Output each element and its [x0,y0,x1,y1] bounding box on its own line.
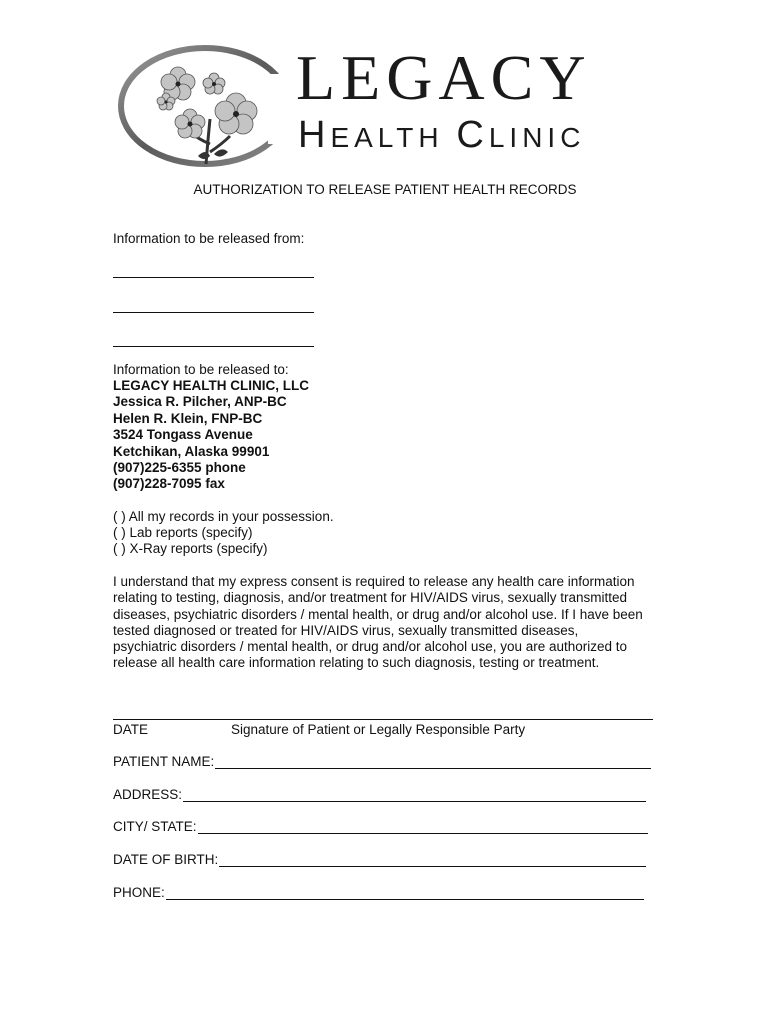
option-all-records[interactable]: ( ) All my records in your possession. [113,509,334,524]
recipient-city: Ketchikan, Alaska 99901 [113,444,270,459]
option-xray-reports[interactable]: ( ) X-Ray reports (specify) [113,541,268,556]
released-from-line-1[interactable] [113,277,314,278]
signature-label: Signature of Patient or Legally Responsible Party [231,722,526,737]
recipient-fax: (907)228-7095 fax [113,476,225,491]
address-field[interactable] [113,787,646,802]
flower-emblem-icon [118,44,293,169]
clinic-logo [118,44,658,169]
patient-name-label: PATIENT NAME: [113,754,215,769]
recipient-street: 3524 Tongass Avenue [113,427,253,442]
recipient-phone: (907)225-6355 phone [113,460,246,475]
released-to-label: Information to be released to: [113,362,289,377]
released-from-label: Information to be released from: [113,231,305,246]
phone-field[interactable] [113,885,644,900]
signature-line[interactable] [113,719,653,720]
recipient-provider-1: Jessica R. Pilcher, ANP-BC [113,394,287,409]
consent-line: relating to testing, diagnosis, and/or treatment for HIV/AIDS virus, sexually transmitted [113,590,627,606]
consent-paragraph [113,574,673,672]
recipient-clinic: LEGACY HEALTH CLINIC, LLC [113,378,309,393]
consent-line: release all health care information relating to such diagnosis, testing or treatment. [113,655,600,671]
city-state-label: CITY/ STATE: [113,819,197,834]
consent-line: tested diagnosed or treated for HIV/AIDS virus, sexually transmitted diseases, [113,622,579,638]
date-of-birth-field[interactable] [113,852,646,867]
date-of-birth-label: DATE OF BIRTH: [113,852,219,867]
option-lab-reports[interactable]: ( ) Lab reports (specify) [113,525,253,540]
logo-health-clinic-text: HEALTH CLINIC [298,114,586,156]
released-from-line-3[interactable] [113,346,314,347]
city-state-field[interactable] [113,819,648,834]
date-label: DATE [113,722,149,737]
released-from-line-2[interactable] [113,312,314,313]
consent-line: diseases, psychiatric disorders / mental health, or drug and/or alcohol use. If I have been [113,606,643,622]
form-title: AUTHORIZATION TO RELEASE PATIENT HEALTH RECORDS [193,182,577,197]
address-label: ADDRESS: [113,787,183,802]
logo-legacy-text: LEGACY [296,42,592,113]
consent-line: psychiatric disorders / mental health, or drug and/or alcohol use, you are authorized to [113,639,628,655]
consent-line: I understand that my express consent is required to release any health care information [113,574,635,589]
recipient-provider-2: Helen R. Klein, FNP-BC [113,411,263,426]
phone-label: PHONE: [113,885,165,900]
patient-name-field[interactable] [113,754,651,769]
